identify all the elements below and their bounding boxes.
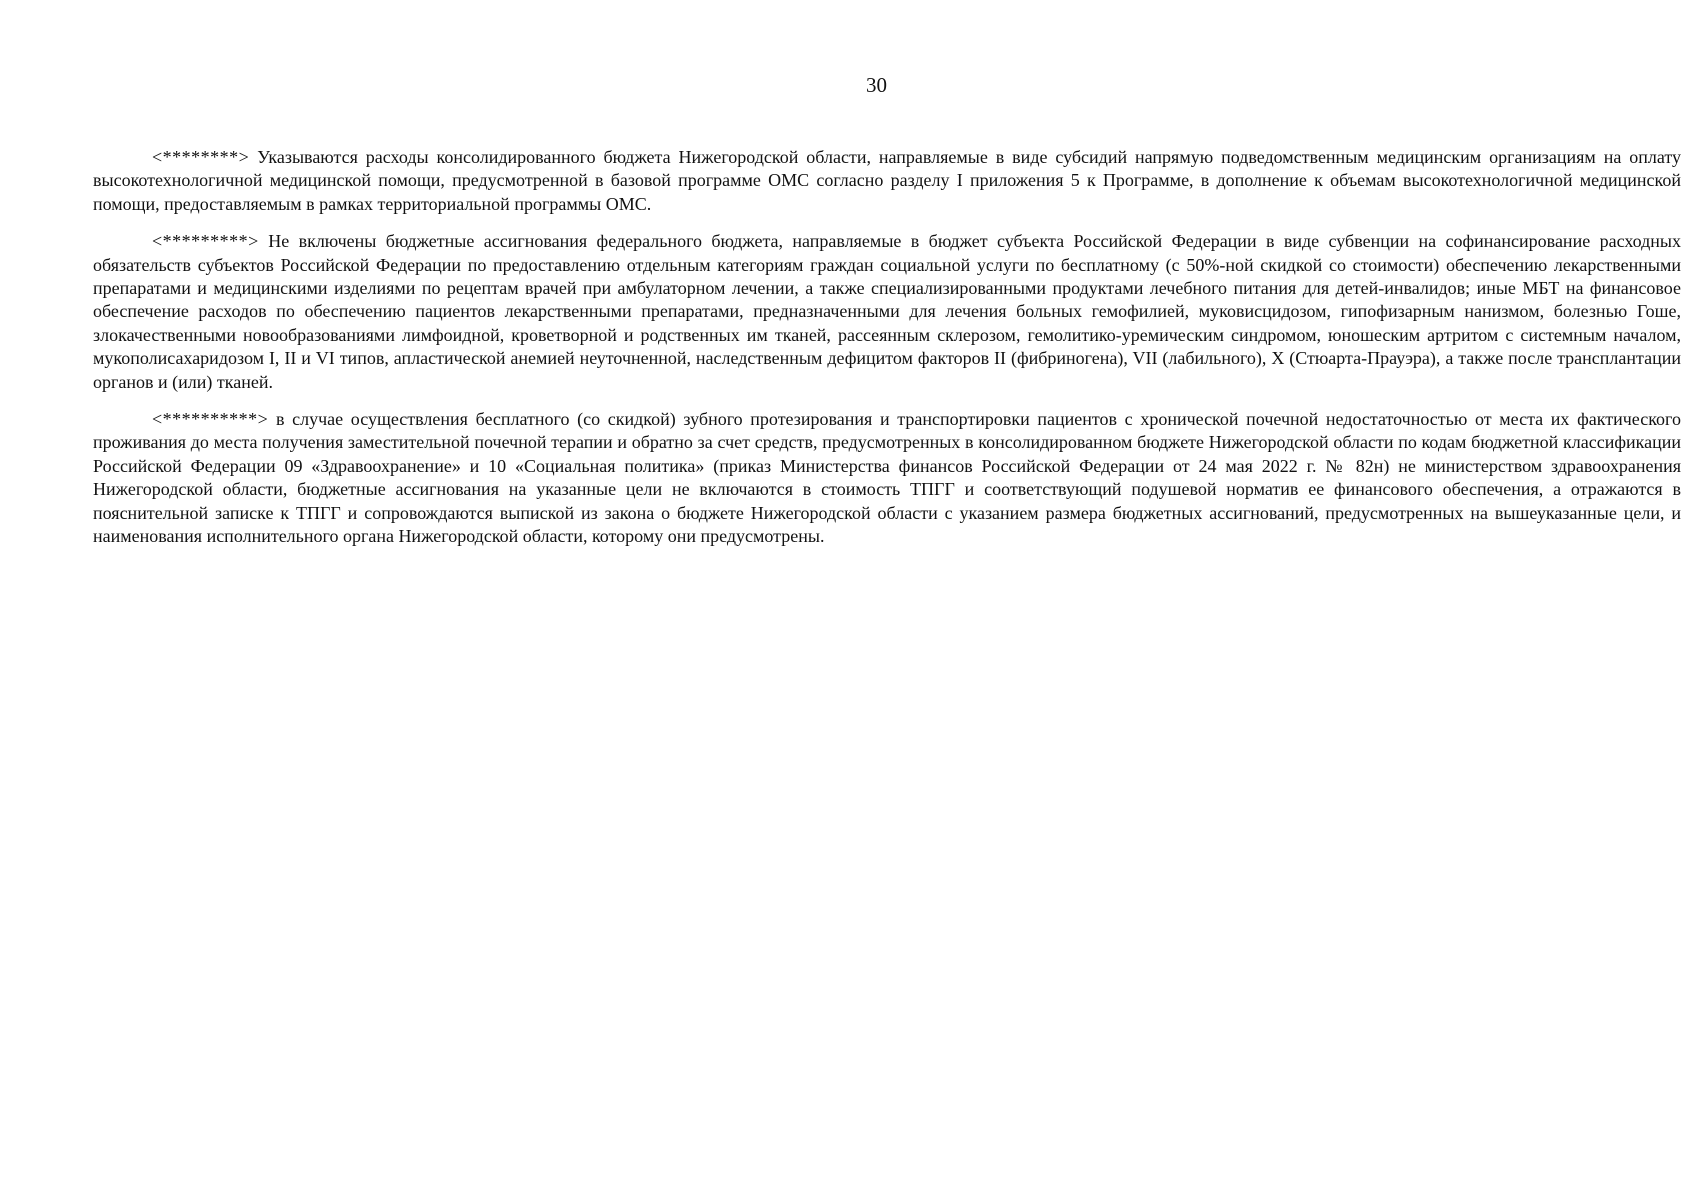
footnote-1-text: Указываются расходы консолидированного бюджета Нижегородской области, направляемые в виде субсидий напрямую подведомственным медицинским организациям на оплату высокотехнологичной медицинской помощи, предусмотренной в базовой программе ОМС согласно разделу I приложения 5 к Программе, в дополнение к объемам высокотехнологичной медицинской помощи, предоставляемым в рамках территориальной программы ОМС. [93, 147, 1681, 214]
footnote-3 [93, 408, 1681, 548]
footnote-2-marker: <*********> [152, 231, 259, 252]
footnote-2 [93, 230, 1681, 394]
page-number: 30 [866, 73, 887, 97]
footnote-2-text: Не включены бюджетные ассигнования федерального бюджета, направляемые в бюджет субъекта Российской Федерации в виде субвенции на софинансирование расходных обязательств субъектов Российской Федерации по предоставлению отдельным категориям граждан социальной услуги по бесплатному (с 50%-ной скидкой со стоимости) обеспечению лекарственными препаратами и медицинскими изделиями по рецептам врачей при амбулаторном лечении, а также специализированными продуктами лечебного питания для детей-инвалидов; иные МБТ на финансовое обеспечение расходов по обеспечению пациентов лекарственными препаратами, предназначенными для лечения больных гемофилией, муковисцидозом, гипофизарным нанизмом, болезнью Гоше, злокачественными новообразованиями лимфоидной, кроветворной и родственных им тканей, рассеянным склерозом, гемолитико-уремическим синдромом, юношеским артритом с системным началом, мукополисахаридозом I, II и VI типов, апластической анемией неуточненной, наследственным дефицитом факторов II (фибриногена), VII (лабильного), X (Стюарта-Прауэра), а также после трансплантации органов и (или) тканей. [93, 231, 1681, 392]
footnote-3-marker: <**********> [152, 409, 269, 430]
footnotes-section [93, 146, 1681, 563]
footnote-3-text: в случае осуществления бесплатного (со скидкой) зубного протезирования и транспортировки пациентов с хронической почечной недостаточностью от места их фактического проживания до места получения заместительной почечной терапии и обратно за счет средств, предусмотренных в консолидированном бюджете Нижегородской области по кодам бюджетной классификации Российской Федерации 09 «Здравоохранение» и 10 «Социальная политика» (приказ Министерства финансов Российской Федерации от 24 мая 2022 г. № 82н) не министерством здравоохранения Нижегородской области, бюджетные ассигнования на указанные цели не включаются в стоимость ТПГГ и соответствующий подушевой норматив ее финансового обеспечения, а отражаются в пояснительной записке к ТПГГ и сопровождаются выпиской из закона о бюджете Нижегородской области с указанием размера бюджетных ассигнований, предусмотренных на вышеуказанные цели, и наименования исполнительного органа Нижегородской области, которому они предусмотрены. [93, 409, 1681, 547]
footnote-1 [93, 146, 1681, 216]
footnote-1-marker: <********> [152, 147, 250, 167]
